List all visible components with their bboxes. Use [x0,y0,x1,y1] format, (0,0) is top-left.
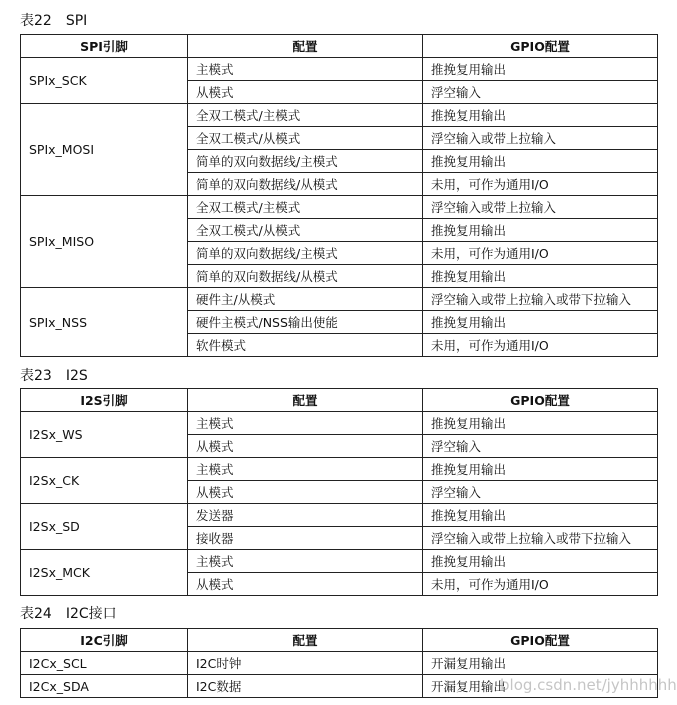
config-cell: 全双工模式/从模式 [188,219,423,242]
column-header: 配置 [188,389,423,412]
header-row [21,35,658,58]
pin-cell: SPIx_NSS [21,288,188,357]
config-cell: 从模式 [188,81,423,104]
watermark: blog.csdn.net/jyhhhhhh [500,676,677,694]
table-row [21,550,658,573]
config-cell: 主模式 [188,412,423,435]
table-row [21,58,658,81]
pin-cell: I2Sx_MCK [21,550,188,596]
column-header: 配置 [188,629,423,652]
pin-cell: I2Sx_CK [21,458,188,504]
column-header: I2S引脚 [21,389,188,412]
config-cell: 全双工模式/主模式 [188,104,423,127]
config-cell: 简单的双向数据线/主模式 [188,150,423,173]
table-title: I2C接口 [65,606,117,622]
pin-cell: I2Sx_SD [21,504,188,550]
column-header: GPIO配置 [423,35,658,58]
pin-cell: SPIx_MISO [21,196,188,288]
config-cell: 简单的双向数据线/从模式 [188,173,423,196]
gpio-config-cell: 浮空输入 [423,435,658,458]
config-cell: 从模式 [188,573,423,596]
pin-cell: I2Cx_SDA [21,675,188,698]
table-row [21,412,658,435]
gpio-config-cell: 推挽复用输出 [423,58,658,81]
config-cell: 全双工模式/主模式 [188,196,423,219]
header-row [21,389,658,412]
table-row [21,104,658,127]
table-row [21,288,658,311]
config-cell: 主模式 [188,550,423,573]
config-cell: 简单的双向数据线/主模式 [188,242,423,265]
pin-cell: SPIx_MOSI [21,104,188,196]
table-caption [20,603,117,623]
column-header: GPIO配置 [423,629,658,652]
table-caption [20,365,88,385]
config-cell: 软件模式 [188,334,423,357]
gpio-config-cell: 推挽复用输出 [423,150,658,173]
config-cell: I2C数据 [188,675,423,698]
config-cell: 简单的双向数据线/从模式 [188,265,423,288]
gpio-config-cell: 浮空输入 [423,81,658,104]
config-table [20,388,658,596]
gpio-config-cell: 未用，可作为通用I/O [423,573,658,596]
gpio-config-cell: 未用，可作为通用I/O [423,242,658,265]
gpio-config-cell: 推挽复用输出 [423,104,658,127]
column-header: SPI引脚 [21,35,188,58]
config-cell: 接收器 [188,527,423,550]
gpio-config-cell: 浮空输入或带上拉输入 [423,127,658,150]
gpio-config-cell: 未用，可作为通用I/O [423,173,658,196]
config-cell: I2C时钟 [188,652,423,675]
table-row [21,504,658,527]
column-header: 配置 [188,35,423,58]
table-number: 表22 [20,13,52,29]
gpio-config-cell: 浮空输入或带上拉输入 [423,196,658,219]
pin-cell: I2Sx_WS [21,412,188,458]
gpio-config-cell: 推挽复用输出 [423,412,658,435]
gpio-config-cell: 浮空输入 [423,481,658,504]
gpio-config-cell: 开漏复用输出 [423,652,658,675]
table-row [21,458,658,481]
gpio-config-cell: 推挽复用输出 [423,550,658,573]
config-cell: 全双工模式/从模式 [188,127,423,150]
config-cell: 主模式 [188,458,423,481]
gpio-config-cell: 推挽复用输出 [423,504,658,527]
table-number: 表23 [20,368,52,384]
table-row [21,196,658,219]
header-row [21,629,658,652]
config-cell: 发送器 [188,504,423,527]
config-cell: 硬件主/从模式 [188,288,423,311]
gpio-config-cell: 推挽复用输出 [423,311,658,334]
gpio-config-cell: 推挽复用输出 [423,458,658,481]
pin-cell: I2Cx_SCL [21,652,188,675]
table-title: SPI [65,13,88,29]
gpio-config-cell: 浮空输入或带上拉输入或带下拉输入 [423,527,658,550]
config-cell: 硬件主模式/NSS输出使能 [188,311,423,334]
column-header: I2C引脚 [21,629,188,652]
column-header: GPIO配置 [423,389,658,412]
pin-cell: SPIx_SCK [21,58,188,104]
table-title: I2S [65,368,88,384]
config-cell: 从模式 [188,435,423,458]
config-table [20,34,658,357]
gpio-config-cell: 推挽复用输出 [423,219,658,242]
gpio-config-cell: 开漏复用输出 [423,675,658,698]
table-row [21,652,658,675]
gpio-config-cell: 未用，可作为通用I/O [423,334,658,357]
config-cell: 从模式 [188,481,423,504]
gpio-config-cell: 推挽复用输出 [423,265,658,288]
gpio-config-cell: 浮空输入或带上拉输入或带下拉输入 [423,288,658,311]
table-number: 表24 [20,606,52,622]
config-cell: 主模式 [188,58,423,81]
table-caption [20,10,87,30]
